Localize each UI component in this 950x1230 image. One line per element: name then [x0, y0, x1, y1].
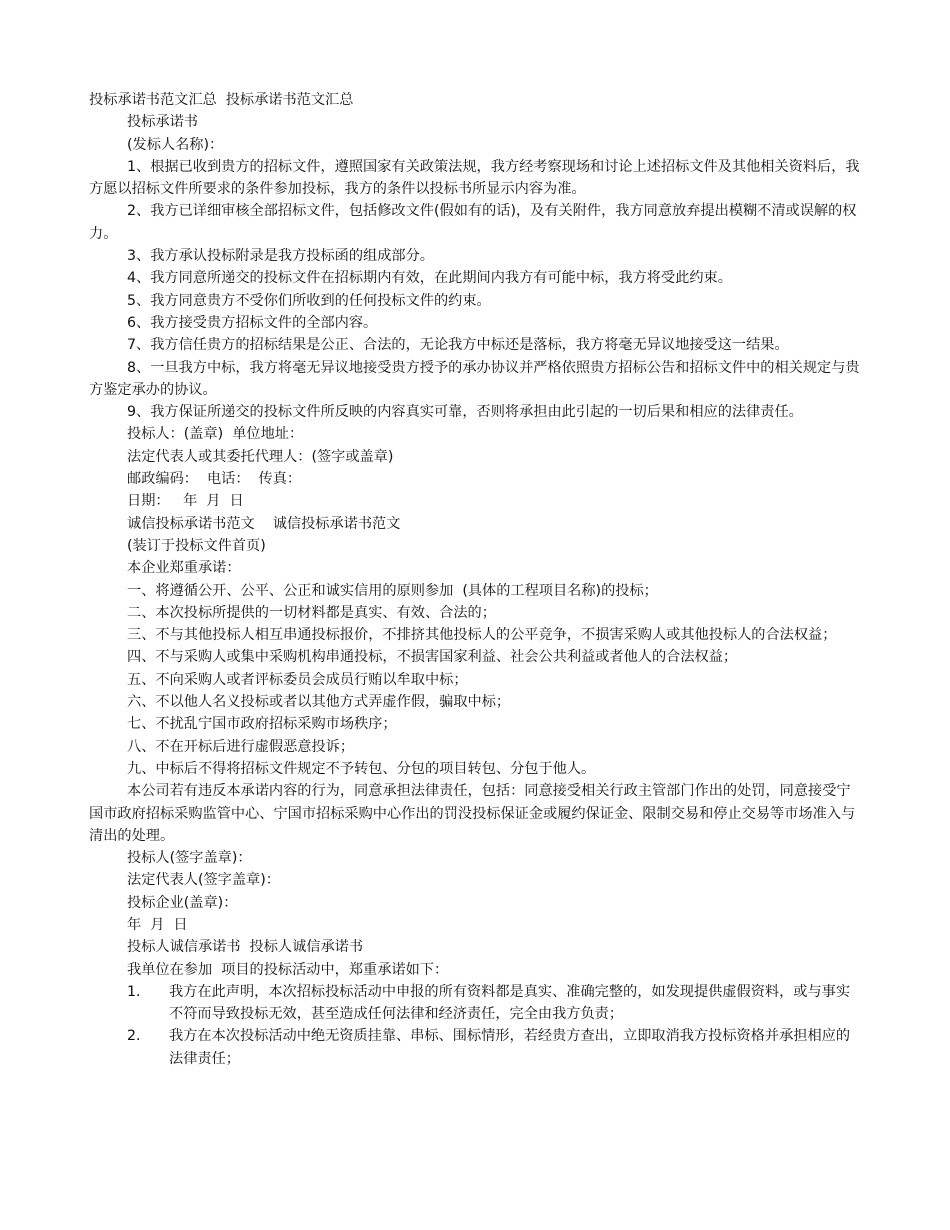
pledge-item: 七、不扰乱宁国市政府招标采购市场秩序；	[127, 716, 397, 733]
numbered-item	[89, 1025, 862, 1070]
liability-paragraph: 本公司若有违反本承诺内容的行为，同意承担法律责任，包括：同意接受相关行政主管部门作出的处罚，同意接受宁国市政府招标采购监管中心、宁国市招标采购中心作出的罚没投标保证金或履约保证金、限制交易和停止交易等市场准入与清出的处理。	[89, 783, 856, 844]
section-title: 投标人诚信承诺书 投标人诚信承诺书	[127, 939, 364, 956]
commitment-item: 3、我方承认投标附录是我方投标函的组成部分。	[127, 248, 434, 265]
section-title: 诚信投标承诺书范文 诚信投标承诺书范文	[127, 515, 401, 532]
signature-line: 投标人：(盖章) 单位地址：	[127, 426, 304, 443]
commitment-item: 2、我方已详细审核全部招标文件，包括修改文件(假如有的话)，及有关附件，我方同意放弃提出模糊不清或误解的权力。	[89, 203, 857, 242]
item-number: 2．	[127, 1028, 151, 1045]
binding-note: (装订于投标文件首页)	[127, 537, 266, 554]
signature-line: 法定代表人或其委托代理人：(签字或盖章)	[127, 448, 394, 465]
commitment-item: 7、我方信任贵方的招标结果是公正、合法的，无论我方中标还是落标，我方将毫无异议地接受这一结果。	[127, 337, 789, 354]
commitment-item: 8、一旦我方中标，我方将毫无异议地接受贵方授予的承办协议并严格依照贵方招标公告和招标文件中的相关规定与贵方鉴定承办的协议。	[89, 359, 860, 398]
letter-heading: 投标承诺书	[127, 114, 198, 131]
commitment-item: 6、我方接受贵方招标文件的全部内容。	[127, 314, 378, 331]
signature-line: 法定代表人(签字盖章)：	[127, 872, 280, 889]
commitment-item: 1、根据已收到贵方的招标文件，遵照国家有关政策法规，我方经考察现场和讨论上述招标文件及其他相关资料后，我方愿以招标文件所要求的条件参加投标，我方的条件以投标书所显示内容为准。	[89, 158, 860, 198]
pledge-item: 六、不以他人名义投标或者以其他方式弄虚作假，骗取中标；	[127, 694, 511, 711]
signature-line: 投标人(签字盖章)：	[127, 850, 252, 867]
item-text: 我方在此声明，本次招标投标活动中申报的所有资料都是真实、准确完整的，如发现提供虚假资料，或与事实不符而导致投标无效，甚至造成任何法律和经济责任，完全由我方负责；	[169, 983, 851, 1023]
signature-line: 投标企业(盖章)：	[127, 894, 238, 911]
pledge-item: 五、不向采购人或者评标委员会成员行贿以牟取中标；	[127, 671, 468, 688]
item-number: 1．	[127, 983, 151, 1000]
commitment-item: 5、我方同意贵方不受你们所收到的任何投标文件的约束。	[127, 292, 491, 309]
pledge-item: 八、不在开标后进行虚假恶意投诉；	[127, 738, 355, 755]
document-title: 投标承诺书范文汇总 投标承诺书范文汇总	[89, 92, 354, 108]
document-page	[89, 89, 862, 1070]
date-line: 日期： 年 月 日	[127, 493, 244, 510]
commitment-item: 9、我方保证所递交的投标文件所反映的内容真实可靠，否则将承担由此引起的一切后果和相应的法律责任。	[127, 404, 803, 421]
pledge-item: 一、将遵循公开、公平、公正和诚实信用的原则参加 (具体的工程项目名称)的投标；	[127, 582, 658, 599]
pledge-item: 九、中标后不得将招标文件规定不予转包、分包的项目转包、分包于他人。	[127, 760, 596, 777]
pledge-intro: 本企业郑重承诺：	[127, 560, 241, 577]
signature-line: 邮政编码： 电话： 传真：	[127, 471, 302, 488]
date-line: 年 月 日	[127, 916, 188, 933]
pledge-item: 二、本次投标所提供的一切材料都是真实、有效、合法的；	[127, 604, 496, 621]
numbered-item	[89, 981, 862, 1026]
pledge-item: 三、不与其他投标人相互串通投标报价，不排挤其他投标人的公平竞争，不损害采购人或其他投标人的合法权益；	[127, 627, 837, 644]
pledge-item: 四、不与采购人或集中采购机构串通投标，不损害国家利益、社会公共利益或者他人的合法权益；	[127, 649, 738, 666]
addressee-line: (发标人名称)：	[127, 136, 224, 153]
commitment-item: 4、我方同意所递交的投标文件在招标期内有效，在此期间内我方有可能中标，我方将受此约束。	[127, 270, 732, 287]
pledge-intro: 我单位在参加 项目的投标活动中，郑重承诺如下：	[127, 961, 449, 978]
item-text: 我方在本次投标活动中绝无资质挂靠、串标、围标情形，若经贵方查出，立即取消我方投标资格并承担相应的法律责任；	[169, 1028, 851, 1067]
